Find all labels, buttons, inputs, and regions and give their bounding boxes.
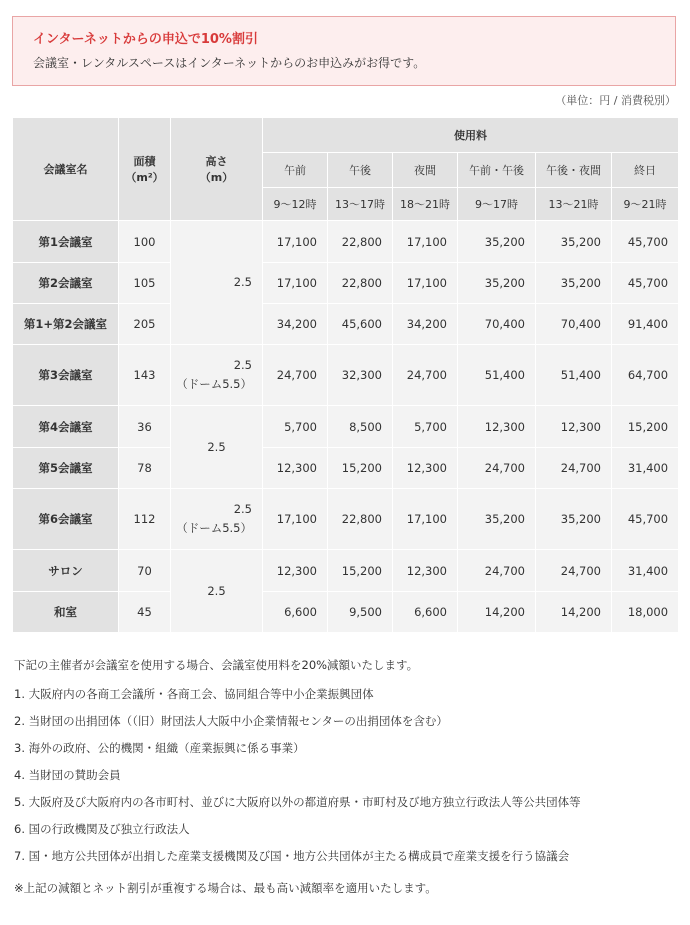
fee-cell: 17,100 — [393, 489, 458, 550]
fee-cell: 70,400 — [458, 304, 536, 345]
header-period: 午後 — [328, 153, 393, 188]
header-time: 9～21時 — [612, 188, 679, 221]
fee-cell: 15,200 — [612, 406, 679, 448]
fee-cell: 31,400 — [612, 550, 679, 592]
online-discount-notice — [12, 16, 676, 86]
fee-cell: 45,700 — [612, 221, 679, 263]
height-value: 2.5 — [207, 439, 226, 454]
table-row — [13, 263, 679, 304]
room-area: 205 — [119, 304, 171, 345]
room-area: 45 — [119, 592, 171, 633]
list-item: 1. 大阪府内の各商工会議所・各商工会、協同組合等中小企業振興団体 — [14, 687, 374, 701]
unit-note: （単位：円 / 消費税別） — [555, 94, 676, 107]
room-height — [171, 221, 263, 345]
fee-cell: 45,600 — [328, 304, 393, 345]
room-area: 105 — [119, 263, 171, 304]
fee-cell: 34,200 — [393, 304, 458, 345]
fee-cell: 32,300 — [328, 345, 393, 406]
fee-cell: 15,200 — [328, 550, 393, 592]
fee-table — [12, 117, 679, 633]
fee-cell: 24,700 — [458, 550, 536, 592]
fee-cell: 14,200 — [536, 592, 612, 633]
fee-cell: 70,400 — [536, 304, 612, 345]
room-name: 第1会議室 — [13, 221, 119, 263]
fee-cell: 24,700 — [536, 550, 612, 592]
list-item: 7. 国・地方公共団体が出捐した産業支援機関及び国・地方公共団体が主たる構成員で産業支援を行う協議会 — [14, 849, 570, 863]
fee-cell: 6,600 — [263, 592, 328, 633]
list-item: 6. 国の行政機関及び独立行政法人 — [14, 822, 190, 836]
header-time: 9～17時 — [458, 188, 536, 221]
header-time: 18～21時 — [393, 188, 458, 221]
room-name: 第1+第2会議室 — [13, 304, 119, 345]
fee-cell: 35,200 — [458, 221, 536, 263]
height-dome: （ドーム5.5） — [176, 521, 252, 535]
fee-cell: 12,300 — [393, 550, 458, 592]
header-room-name: 会議室名 — [13, 118, 119, 221]
room-height — [171, 489, 263, 550]
table-row — [13, 489, 679, 550]
list-item: 5. 大阪府及び大阪府内の各市町村、並びに大阪府以外の都道府県・市町村及び地方独立行政法人等公共団体等 — [14, 795, 581, 809]
room-area: 70 — [119, 550, 171, 592]
fee-cell: 5,700 — [263, 406, 328, 448]
room-name: 第3会議室 — [13, 345, 119, 406]
room-height — [171, 550, 263, 633]
fee-cell: 12,300 — [393, 448, 458, 489]
fee-cell: 91,400 — [612, 304, 679, 345]
fee-cell: 17,100 — [263, 221, 328, 263]
fee-cell: 35,200 — [536, 263, 612, 304]
room-name: 第4会議室 — [13, 406, 119, 448]
header-area-label: 面積 — [133, 155, 156, 168]
fee-cell: 24,700 — [263, 345, 328, 406]
header-period: 終日 — [612, 153, 679, 188]
room-name: 第2会議室 — [13, 263, 119, 304]
table-row — [13, 406, 679, 448]
fee-cell: 17,100 — [393, 221, 458, 263]
header-area-unit: （m²） — [125, 171, 164, 184]
fee-cell: 24,700 — [458, 448, 536, 489]
header-fee: 使用料 — [263, 118, 679, 153]
fee-cell: 9,500 — [328, 592, 393, 633]
header-period: 午前・午後 — [458, 153, 536, 188]
header-time: 9～12時 — [263, 188, 328, 221]
fee-cell: 5,700 — [393, 406, 458, 448]
fee-cell: 51,400 — [536, 345, 612, 406]
table-row — [13, 345, 679, 406]
table-row — [13, 448, 679, 489]
header-time: 13～21時 — [536, 188, 612, 221]
fee-cell: 45,700 — [612, 263, 679, 304]
header-height-label: 高さ — [205, 155, 228, 168]
fee-cell: 35,200 — [536, 489, 612, 550]
fee-cell: 51,400 — [458, 345, 536, 406]
discount-intro: 下記の主催者が会議室を使用する場合、会議室使用料を20%減額いたします。 — [14, 658, 419, 672]
room-name: 第6会議室 — [13, 489, 119, 550]
fee-cell: 12,300 — [263, 550, 328, 592]
fee-cell: 15,200 — [328, 448, 393, 489]
list-item: 4. 当財団の賛助会員 — [14, 768, 121, 782]
fee-cell: 35,200 — [458, 263, 536, 304]
table-row — [13, 592, 679, 633]
notice-title: インターネットからの申込で10%割引 — [33, 32, 258, 47]
room-area: 36 — [119, 406, 171, 448]
fee-cell: 64,700 — [612, 345, 679, 406]
room-area: 112 — [119, 489, 171, 550]
header-period: 午後・夜間 — [536, 153, 612, 188]
header-time: 13～17時 — [328, 188, 393, 221]
fee-cell: 24,700 — [536, 448, 612, 489]
room-name: 第5会議室 — [13, 448, 119, 489]
room-area: 78 — [119, 448, 171, 489]
room-area: 143 — [119, 345, 171, 406]
fee-cell: 14,200 — [458, 592, 536, 633]
list-item: 3. 海外の政府、公的機関・組織（産業振興に係る事業） — [14, 741, 305, 755]
room-name: サロン — [13, 550, 119, 592]
fee-cell: 35,200 — [536, 221, 612, 263]
height-value: 2.5 — [233, 275, 252, 289]
fee-cell: 18,000 — [612, 592, 679, 633]
table-row — [13, 221, 679, 263]
fee-cell: 17,100 — [263, 263, 328, 304]
room-area: 100 — [119, 221, 171, 263]
fee-cell: 12,300 — [458, 406, 536, 448]
fee-cell: 17,100 — [263, 489, 328, 550]
header-period: 午前 — [263, 153, 328, 188]
fee-cell: 22,800 — [328, 263, 393, 304]
discount-note: ※上記の減額とネット割引が重複する場合は、最も高い減額率を適用いたします。 — [14, 881, 437, 895]
table-row — [13, 304, 679, 345]
fee-cell: 17,100 — [393, 263, 458, 304]
fee-cell: 12,300 — [263, 448, 328, 489]
height-value: 2.5 — [233, 502, 252, 516]
notice-text: 会議室・レンタルスペースはインターネットからのお申込みがお得です。 — [33, 56, 426, 70]
table-row — [13, 550, 679, 592]
fee-cell: 24,700 — [393, 345, 458, 406]
fee-cell: 8,500 — [328, 406, 393, 448]
header-height — [171, 118, 263, 221]
header-period: 夜間 — [393, 153, 458, 188]
header-area — [119, 118, 171, 221]
fee-cell: 45,700 — [612, 489, 679, 550]
header-height-unit: （m） — [199, 171, 234, 184]
fee-cell: 6,600 — [393, 592, 458, 633]
fee-cell: 22,800 — [328, 489, 393, 550]
room-name: 和室 — [13, 592, 119, 633]
room-height — [171, 406, 263, 489]
fee-cell: 31,400 — [612, 448, 679, 489]
discount-eligible-list — [14, 686, 684, 875]
height-value: 2.5 — [233, 358, 252, 372]
fee-cell: 22,800 — [328, 221, 393, 263]
height-value: 2.5 — [207, 583, 226, 598]
list-item: 2. 当財団の出捐団体（（旧）財団法人大阪中小企業情報センターの出捐団体を含む） — [14, 714, 448, 728]
height-dome: （ドーム5.5） — [176, 377, 252, 391]
fee-cell: 35,200 — [458, 489, 536, 550]
fee-cell: 12,300 — [536, 406, 612, 448]
fee-cell: 34,200 — [263, 304, 328, 345]
room-height — [171, 345, 263, 406]
